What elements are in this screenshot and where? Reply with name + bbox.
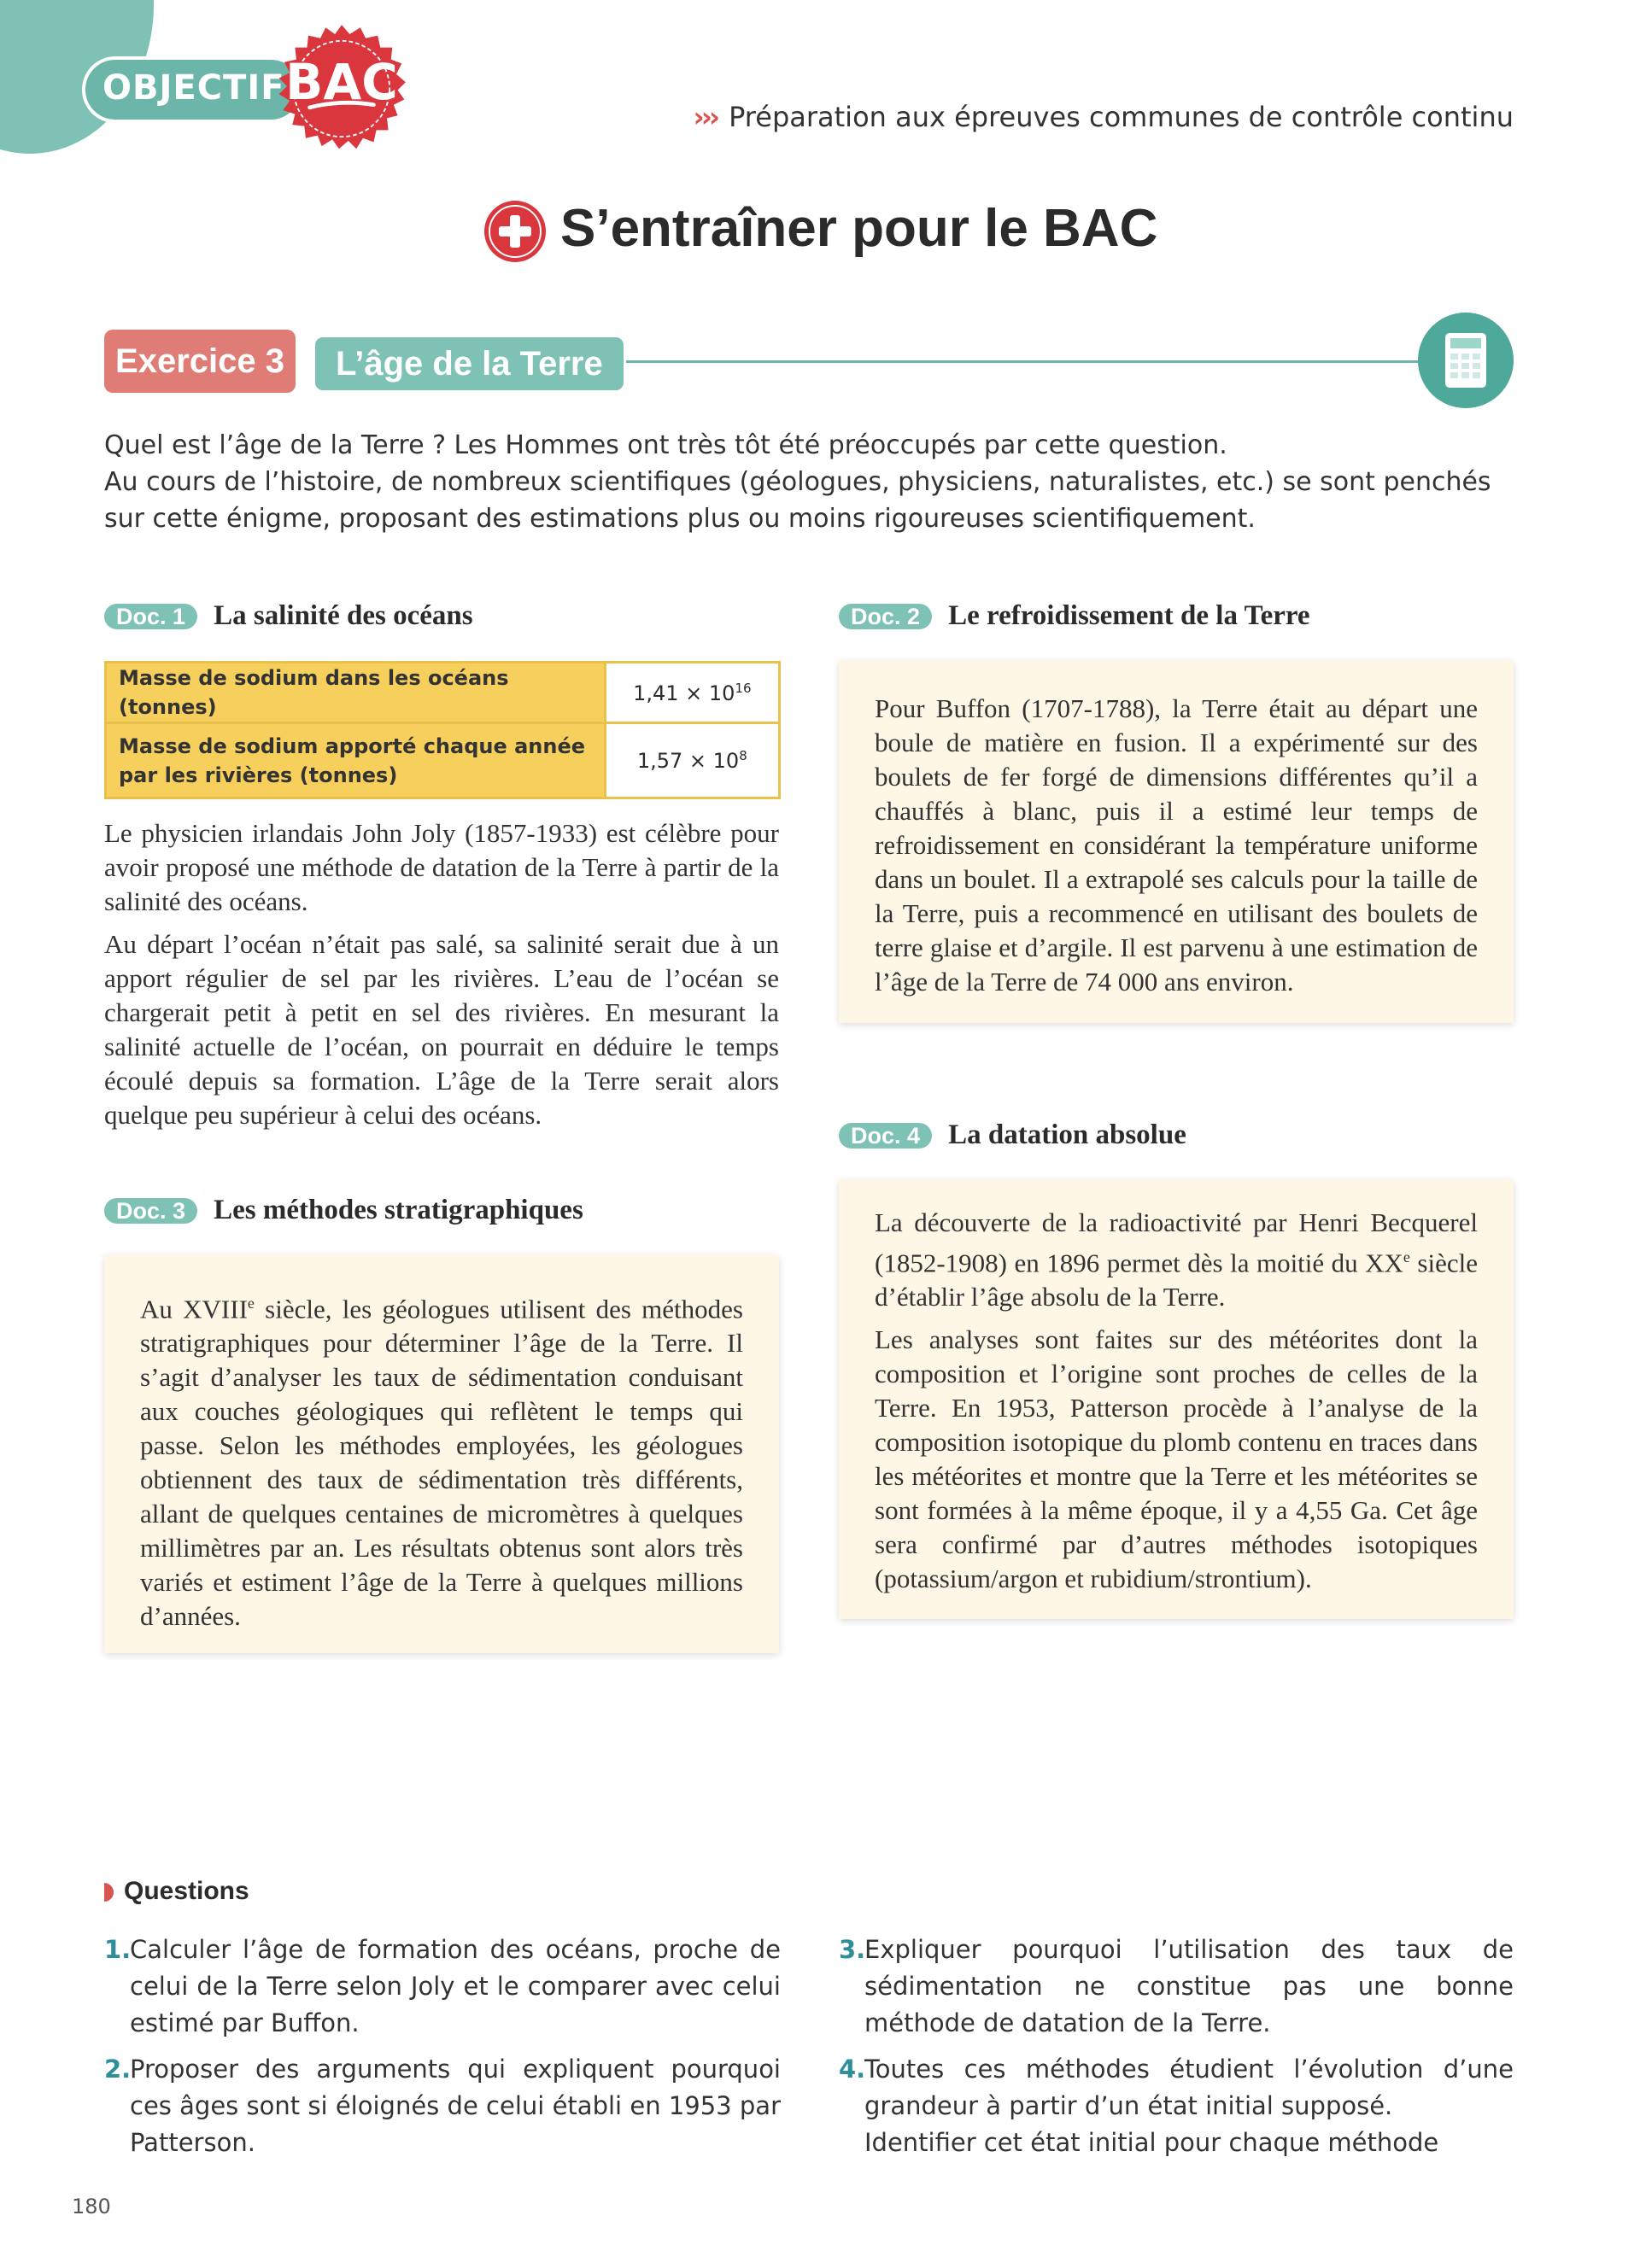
heading-marker-icon	[104, 1883, 114, 1902]
question-text: Expliquer pourquoi l’utilisation des taux de sédimentation ne constitue pas une bonne méthode de datation de la Terre.	[864, 1935, 1514, 2037]
doc3-title: Les méthodes stratigraphiques	[214, 1195, 583, 1225]
doc3-text-sup: e	[247, 1295, 255, 1312]
questions-heading-text: Questions	[124, 1877, 249, 1905]
doc1-tag: Doc. 1	[104, 604, 197, 629]
question-4	[839, 2051, 1514, 2161]
doc2-box	[839, 661, 1514, 1023]
doc4-paragraph-2: Les analyses sont faites sur des météorites dont la composition et l’origine sont proches de celles de la Terre. En 1953, Patterson procède à l’analyse de la composition isotopique du plomb contenu en traces dans les météorites et montre que la Terre et les météorites se sont formées à la même époque, il y a 4,55 Ga. Cet âge sera confirmé par d’autres méthodes isotopiques (potassium/argon et rubidium/strontium).	[875, 1324, 1478, 1594]
doc4-header	[839, 1119, 1186, 1153]
question-text-line-2: Identifier cet état initial pour chaque méthode	[864, 2128, 1439, 2157]
intro-line-2: Au cours de l’histoire, de nombreux scientifiques (géologues, physiciens, naturalistes, etc.) se sont penchés sur cette énigme, proposant des estimations plus ou moins rigoureuses scientifiquement.	[104, 467, 1491, 534]
doc3-tag: Doc. 3	[104, 1198, 197, 1224]
doc1-header	[104, 599, 473, 634]
table-label-cell: Masse de sodium apporté chaque année par les rivières (tonnes)	[106, 723, 606, 798]
table-value-exponent: 8	[739, 748, 747, 763]
page-title: S’entraîner pour le BAC	[560, 199, 1158, 258]
doc4-paragraph-1	[875, 1206, 1478, 1314]
question-text: Proposer des arguments qui expliquent pourquoi ces âges sont si éloignés de celui établi en 1953 par Patterson.	[130, 2055, 781, 2157]
doc2-header	[839, 599, 1310, 634]
table-row	[106, 663, 780, 723]
question-3	[839, 1932, 1514, 2042]
table-value-cell	[605, 663, 779, 723]
doc4-p1-sup: e	[1403, 1248, 1410, 1266]
question-text: Calculer l’âge de formation des océans, proche de celui de la Terre selon Joly et le comparer avec celui estimé par Buffon.	[130, 1935, 781, 2037]
calculator-icon	[1418, 313, 1514, 408]
table-row	[106, 723, 780, 798]
doc2-tag: Doc. 2	[839, 604, 932, 629]
table-value-mantissa: 1,41 × 10	[633, 681, 735, 705]
question-text: Toutes ces méthodes étudient l’évolution d’une grandeur à partir d’un état initial supposé.	[864, 2055, 1514, 2120]
doc2-text: Pour Buffon (1707-1788), la Terre était au départ une boule de matière en fusion. Il a expérimenté sur des boulets de fer forgé de dimensions différentes qu’il a chauffés à blanc, puis il a estimé leur temps de refroidissement en considérant la température uniforme dans un boulet. Il a extrapolé ses calculs pour la taille de la Terre, puis a recommencé en utilisant des boulets de terre glaise et d’argile. Il est parvenu à une estimation de l’âge de la Terre de 74 000 ans environ.	[875, 693, 1478, 997]
doc1-paragraph-1: Le physicien irlandais John Joly (1857-1933) est célèbre pour avoir proposé une méthode de datation de la Terre à partir de la salinité des océans.	[104, 818, 779, 916]
doc4-tag: Doc. 4	[839, 1123, 932, 1149]
doc3-text-start: Au XVIII	[140, 1294, 248, 1324]
doc3-box	[104, 1255, 779, 1653]
question-number: 2.	[104, 2055, 132, 2084]
exercise-title: L’âge de la Terre	[313, 335, 626, 393]
table-value-mantissa: 1,57 × 10	[636, 749, 740, 773]
exercise-divider	[589, 360, 1444, 363]
table-value-exponent: 16	[735, 680, 752, 696]
question-1	[104, 1932, 781, 2042]
intro-line-1: Quel est l’âge de la Terre ? Les Hommes ont très tôt été préoccupés par cette question.	[104, 430, 1227, 460]
salinity-table	[104, 661, 781, 799]
breadcrumb	[694, 101, 1514, 133]
doc4-p1-start: La découverte de la radioactivité par Henri Becquerel (1852-1908) en 1896 permet dès la moitié du XX	[875, 1207, 1478, 1278]
doc2-title: Le refroidissement de la Terre	[948, 600, 1310, 631]
doc3-text	[140, 1286, 743, 1634]
doc4-p1-rest: siècle d’établir l’âge absolu de la Terre.	[875, 1248, 1478, 1312]
page-number: 180	[72, 2195, 111, 2218]
question-2	[104, 2051, 781, 2161]
question-number: 1.	[104, 1935, 132, 1964]
doc3-header	[104, 1194, 583, 1228]
table-value-cell	[605, 723, 779, 798]
objectif-label: OBJECTIF	[102, 68, 285, 108]
chevrons-icon: ›››	[693, 101, 718, 133]
doc4-box	[839, 1180, 1514, 1619]
questions-heading	[104, 1877, 249, 1906]
plus-badge-icon	[483, 200, 547, 263]
question-number: 3.	[839, 1935, 866, 1964]
bac-label: BAC	[285, 53, 398, 111]
exercise-number: Exercice 3	[104, 330, 296, 393]
doc3-text-rest: siècle, les géologues utilisent des méthodes stratigraphiques pour déterminer l’âge de la Terre. Il s’agit d’analyser les taux de sédimentation conduisant aux couches géologiques qui reflètent le temps qui passe. Selon les méthodes employées, les géologues obtiennent des taux de sédimentation très différents, allant de quelques centaines de micromètres à quelques millimètres par an. Les résultats obtenus sont alors très variés et estiment l’âge de la Terre à quelques millions d’années.	[140, 1294, 743, 1632]
question-number: 4.	[839, 2055, 866, 2084]
doc1-paragraph-2: Au départ l’océan n’était pas salé, sa salinité serait due à un apport régulier de sel par les rivières. L’eau de l’océan se chargerait petit à petit en sel des rivières. En mesurant la salinité actuelle de l’océan, on pourrait en déduire le temps écoulé depuis sa formation. L’âge de la Terre serait alors quelque peu supérieur à celui des océans.	[104, 929, 779, 1130]
doc1-title: La salinité des océans	[214, 600, 473, 631]
doc4-title: La datation absolue	[948, 1119, 1186, 1150]
exercise-intro	[104, 427, 1514, 537]
breadcrumb-text: Préparation aux épreuves communes de contrôle continu	[729, 101, 1514, 133]
table-label-cell: Masse de sodium dans les océans (tonnes)	[106, 663, 606, 723]
doc1-text	[104, 816, 779, 1141]
doc4-text	[875, 1206, 1478, 1596]
